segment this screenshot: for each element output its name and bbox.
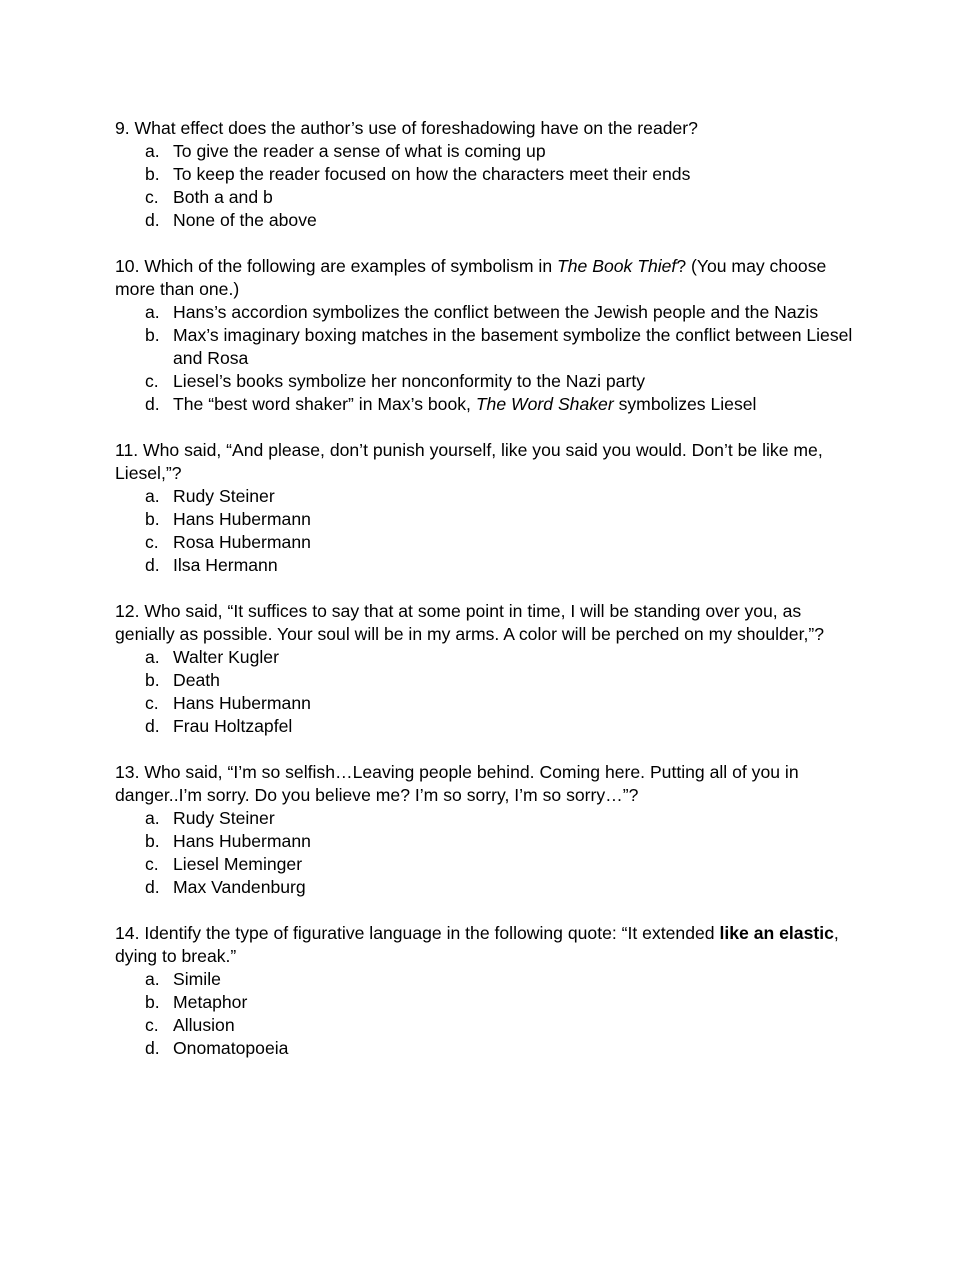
option-letter: b. — [145, 670, 160, 690]
option-text — [173, 394, 756, 414]
option-item — [115, 186, 864, 209]
option-text — [173, 808, 275, 828]
option-text — [173, 371, 645, 391]
text-segment: The “best word shaker” in Max’s book, — [173, 394, 476, 414]
text-segment: 13. Who said, “I’m so selfish…Leaving people behind. Coming here. Putting all of you in danger..I’m sorry. Do you believe me? I’m so sorry, I’m so sorry…”? — [115, 762, 799, 805]
text-segment: Allusion — [173, 1015, 235, 1035]
option-letter: b. — [145, 831, 160, 851]
option-letter: c. — [145, 187, 159, 207]
option-letter: a. — [145, 302, 160, 322]
option-item — [115, 715, 864, 738]
text-segment: Rudy Steiner — [173, 486, 275, 506]
option-item — [115, 393, 864, 416]
option-text — [173, 854, 302, 874]
text-segment: To keep the reader focused on how the characters meet their ends — [173, 164, 691, 184]
option-text — [173, 486, 275, 506]
option-text — [173, 1038, 288, 1058]
option-letter: a. — [145, 486, 160, 506]
option-letter: b. — [145, 509, 160, 529]
option-letter: d. — [145, 1038, 160, 1058]
option-letter: b. — [145, 325, 160, 345]
option-text — [173, 141, 546, 161]
option-item — [115, 554, 864, 577]
text-segment: Liesel’s books symbolize her nonconformity to the Nazi party — [173, 371, 645, 391]
text-segment: Rosa Hubermann — [173, 532, 311, 552]
question-block — [115, 761, 864, 899]
option-item — [115, 876, 864, 899]
question-block — [115, 439, 864, 577]
option-letter: d. — [145, 716, 160, 736]
option-letter: d. — [145, 210, 160, 230]
text-segment: Liesel Meminger — [173, 854, 303, 874]
option-letter: c. — [145, 532, 159, 552]
option-item — [115, 853, 864, 876]
text-segment: Simile — [173, 969, 221, 989]
option-item — [115, 508, 864, 531]
question-block — [115, 922, 864, 1060]
question-prompt — [115, 439, 864, 485]
option-item — [115, 1037, 864, 1060]
options-list — [115, 140, 864, 232]
option-text — [173, 302, 818, 322]
text-segment: Hans’s accordion symbolizes the conflict between the Jewish people and the Nazis — [173, 302, 819, 322]
text-segment: Hans Hubermann — [173, 693, 311, 713]
option-item — [115, 692, 864, 715]
option-item — [115, 485, 864, 508]
text-segment: 14. Identify the type of figurative language in the following quote: “It extended — [115, 923, 720, 943]
text-segment: , dying to break.” — [115, 923, 839, 966]
option-letter: b. — [145, 164, 160, 184]
options-list — [115, 968, 864, 1060]
option-letter: d. — [145, 555, 160, 575]
question-prompt — [115, 922, 864, 968]
text-segment: 11. Who said, “And please, don’t punish yourself, like you said you would. Don’t be like me, Liesel,”? — [115, 440, 823, 483]
option-letter: c. — [145, 1015, 159, 1035]
option-letter: c. — [145, 371, 159, 391]
question-block — [115, 600, 864, 738]
text-segment: Max’s imaginary boxing matches in the basement symbolize the conflict between Liesel and Rosa — [173, 325, 853, 368]
option-text — [173, 509, 311, 529]
document-page — [115, 117, 864, 1060]
text-segment: 12. Who said, “It suffices to say that at some point in time, I will be standing over you, as genially as possible. Your soul will be in my arms. A color will be perched on my shoulder,”? — [115, 601, 824, 644]
bold-text-segment: like an elastic — [719, 923, 834, 943]
text-segment: Ilsa Hermann — [173, 555, 278, 575]
text-segment: Both a and b — [173, 187, 273, 207]
option-letter: a. — [145, 647, 160, 667]
option-text — [173, 210, 317, 230]
option-text — [173, 670, 220, 690]
option-text — [173, 647, 279, 667]
text-segment: ? (You may choose more than one.) — [115, 256, 827, 299]
option-letter: a. — [145, 141, 160, 161]
option-text — [173, 716, 292, 736]
option-text — [173, 877, 306, 897]
option-item — [115, 1014, 864, 1037]
italic-text-segment: The Word Shaker — [475, 394, 614, 414]
option-item — [115, 301, 864, 324]
question-block — [115, 255, 864, 416]
text-segment: Metaphor — [173, 992, 248, 1012]
option-letter: d. — [145, 394, 160, 414]
option-letter: c. — [145, 693, 159, 713]
option-text — [173, 992, 247, 1012]
options-list — [115, 646, 864, 738]
text-segment: None of the above — [173, 210, 317, 230]
text-segment: Hans Hubermann — [173, 509, 311, 529]
text-segment: symbolizes Liesel — [613, 394, 757, 414]
option-text — [173, 555, 278, 575]
text-segment: Hans Hubermann — [173, 831, 311, 851]
option-item — [115, 209, 864, 232]
options-list — [115, 485, 864, 577]
option-text — [173, 969, 221, 989]
option-text — [173, 164, 690, 184]
italic-text-segment: The Book Thief — [557, 256, 677, 276]
option-item — [115, 140, 864, 163]
option-item — [115, 324, 864, 370]
question-prompt — [115, 761, 864, 807]
option-text — [173, 693, 311, 713]
option-item — [115, 646, 864, 669]
option-text — [173, 1015, 235, 1035]
questions-container — [115, 117, 864, 1060]
option-item — [115, 669, 864, 692]
text-segment: 10. Which of the following are examples of symbolism in — [115, 256, 557, 276]
text-segment: Walter Kugler — [173, 647, 279, 667]
option-item — [115, 531, 864, 554]
text-segment: Onomatopoeia — [173, 1038, 289, 1058]
option-text — [173, 532, 311, 552]
question-prompt — [115, 255, 864, 301]
option-item — [115, 370, 864, 393]
option-item — [115, 163, 864, 186]
option-text — [173, 325, 852, 368]
option-text — [173, 831, 311, 851]
question-prompt — [115, 117, 864, 140]
text-segment: To give the reader a sense of what is coming up — [173, 141, 546, 161]
option-item — [115, 968, 864, 991]
option-letter: d. — [145, 877, 160, 897]
option-item — [115, 991, 864, 1014]
options-list — [115, 301, 864, 416]
question-block — [115, 117, 864, 232]
option-letter: a. — [145, 808, 160, 828]
question-prompt — [115, 600, 864, 646]
options-list — [115, 807, 864, 899]
option-letter: b. — [145, 992, 160, 1012]
text-segment: Frau Holtzapfel — [173, 716, 293, 736]
text-segment: Death — [173, 670, 220, 690]
text-segment: Max Vandenburg — [173, 877, 306, 897]
option-item — [115, 830, 864, 853]
text-segment: 9. What effect does the author’s use of foreshadowing have on the reader? — [115, 118, 698, 138]
text-segment: Rudy Steiner — [173, 808, 275, 828]
option-letter: a. — [145, 969, 160, 989]
option-text — [173, 187, 273, 207]
option-item — [115, 807, 864, 830]
option-letter: c. — [145, 854, 159, 874]
